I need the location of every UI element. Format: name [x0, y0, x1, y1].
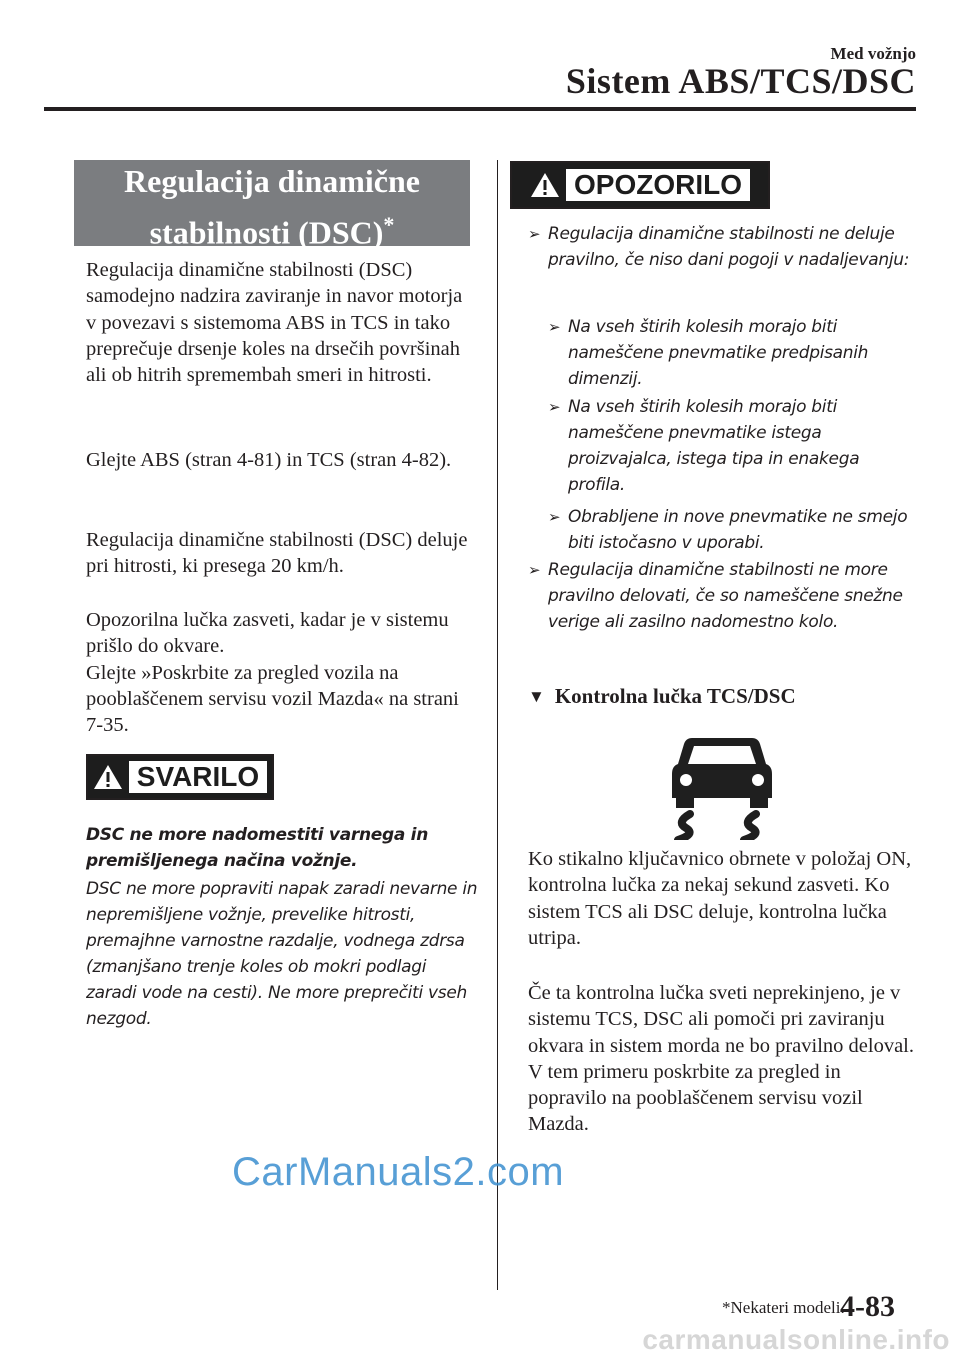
- caution-badge: [86, 754, 274, 800]
- section-heading-line2: [74, 203, 470, 255]
- list-item: [548, 504, 918, 556]
- list-item: [548, 314, 918, 392]
- arrow-bullet-icon: ➢: [548, 318, 561, 336]
- footnote: *Nekateri modeli.: [722, 1298, 845, 1317]
- list-item-text: Obrabljene in nove pnevmatike ne smejo biti istočasno v uporabi.: [568, 507, 908, 553]
- header-rule: [44, 107, 916, 111]
- arrow-bullet-icon: ➢: [528, 225, 541, 243]
- warning-label: OPOZORILO: [566, 169, 750, 201]
- list-item: [548, 394, 918, 498]
- page-title: Sistem ABS/TCS/DSC: [565, 61, 916, 101]
- list-item: [528, 557, 918, 635]
- page-number: 4-83: [840, 1290, 895, 1323]
- warning-triangle-icon: [530, 171, 560, 199]
- column-divider: [497, 160, 498, 1290]
- watermark: CarManuals2.com: [232, 1150, 565, 1194]
- warning-badge: [510, 161, 770, 209]
- warning-triangle-icon: [93, 763, 123, 791]
- paragraph-lamp-fault: Če ta kontrolna lučka sveti neprekinjeno, je v sistemu TCS, DSC ali pomoči pri zaviranju okvara in sistem morda ne bo pravilno deloval. V tem primeru poskrbite za pregled in popravilo na pooblaščenem servisu vozil Mazda.: [528, 982, 914, 1136]
- caution-heading: DSC ne more nadomestiti varnega in premišljenega načina vožnje.: [86, 825, 428, 871]
- list-item: [528, 221, 918, 273]
- footnote-mark: *: [383, 212, 395, 237]
- paragraph-speed: Regulacija dinamične stabilnosti (DSC) deluje pri hitrosti, ki presega 20 km/h.: [86, 529, 468, 578]
- chapter-label: Med vožnjo: [830, 44, 916, 63]
- paragraph-lamp-behavior: Ko stikalno ključavnico obrnete v položaj ON, kontrolna lučka za nekaj sekund zasveti. Ko sistem TCS ali DSC deluje, kontrolna lučka utripa.: [528, 848, 912, 949]
- caution-body: DSC ne more popraviti napak zaradi nevarne in nepremišljene vožnje, prevelike hitrosti, premajhne varnostne razdalje, vodnega zdrsa (zmanjšano trenje koles ob mokri podlagi zaradi vode na cesti). Ne more preprečiti vseh nezgod.: [86, 879, 478, 1029]
- paragraph-warning-light: [86, 607, 476, 738]
- caution-label: SVARILO: [129, 761, 267, 793]
- section-heading-line2-text: stabilnosti (DSC): [149, 214, 384, 251]
- paragraph-see-abs-tcs: Glejte ABS (stran 4-81) in TCS (stran 4-82).: [86, 449, 452, 471]
- tcs-dsc-skid-car-icon: [670, 728, 774, 840]
- paragraph-service-ref: Glejte »Poskrbite za pregled vozila na pooblaščenem servisu vozil Mazda« na strani 7-35.: [86, 661, 459, 737]
- subheading-text: Kontrolna lučka TCS/DSC: [554, 684, 796, 708]
- section-heading-line1: Regulacija dinamične: [124, 163, 420, 199]
- section-heading: [74, 160, 470, 251]
- arrow-bullet-icon: ➢: [548, 398, 561, 416]
- list-item-text: Na vseh štirih kolesih morajo biti nameščene pnevmatike istega proizvajalca, istega tipa in enakega profila.: [568, 397, 860, 495]
- triangle-down-icon: ▼: [528, 686, 545, 706]
- list-item-text: Na vseh štirih kolesih morajo biti nameščene pnevmatike predpisanih dimenzij.: [568, 317, 869, 389]
- paragraph-dsc-intro: Regulacija dinamične stabilnosti (DSC) samodejno nadzira zaviranje in navor motorja v povezavi s sistemoma ABS in TCS in tako preprečuje drsenje koles na drsečih površinah ali ob hitrih spremembah smeri in hitrosti.: [86, 259, 463, 387]
- subheading: [528, 684, 796, 709]
- site-watermark: carmanualsonline.info: [642, 1324, 950, 1355]
- list-item-text: Regulacija dinamične stabilnosti ne deluje pravilno, če niso dani pogoji v nadaljevanju:: [548, 224, 910, 270]
- arrow-bullet-icon: ➢: [528, 561, 541, 579]
- paragraph-warning-light-text: Opozorilna lučka zasveti, kadar je v sistemu prišlo do okvare.: [86, 609, 449, 658]
- arrow-bullet-icon: ➢: [548, 508, 561, 526]
- list-item-text: Regulacija dinamične stabilnosti ne more pravilno delovati, če so nameščene snežne verige ali zasilno nadomestno kolo.: [548, 560, 903, 632]
